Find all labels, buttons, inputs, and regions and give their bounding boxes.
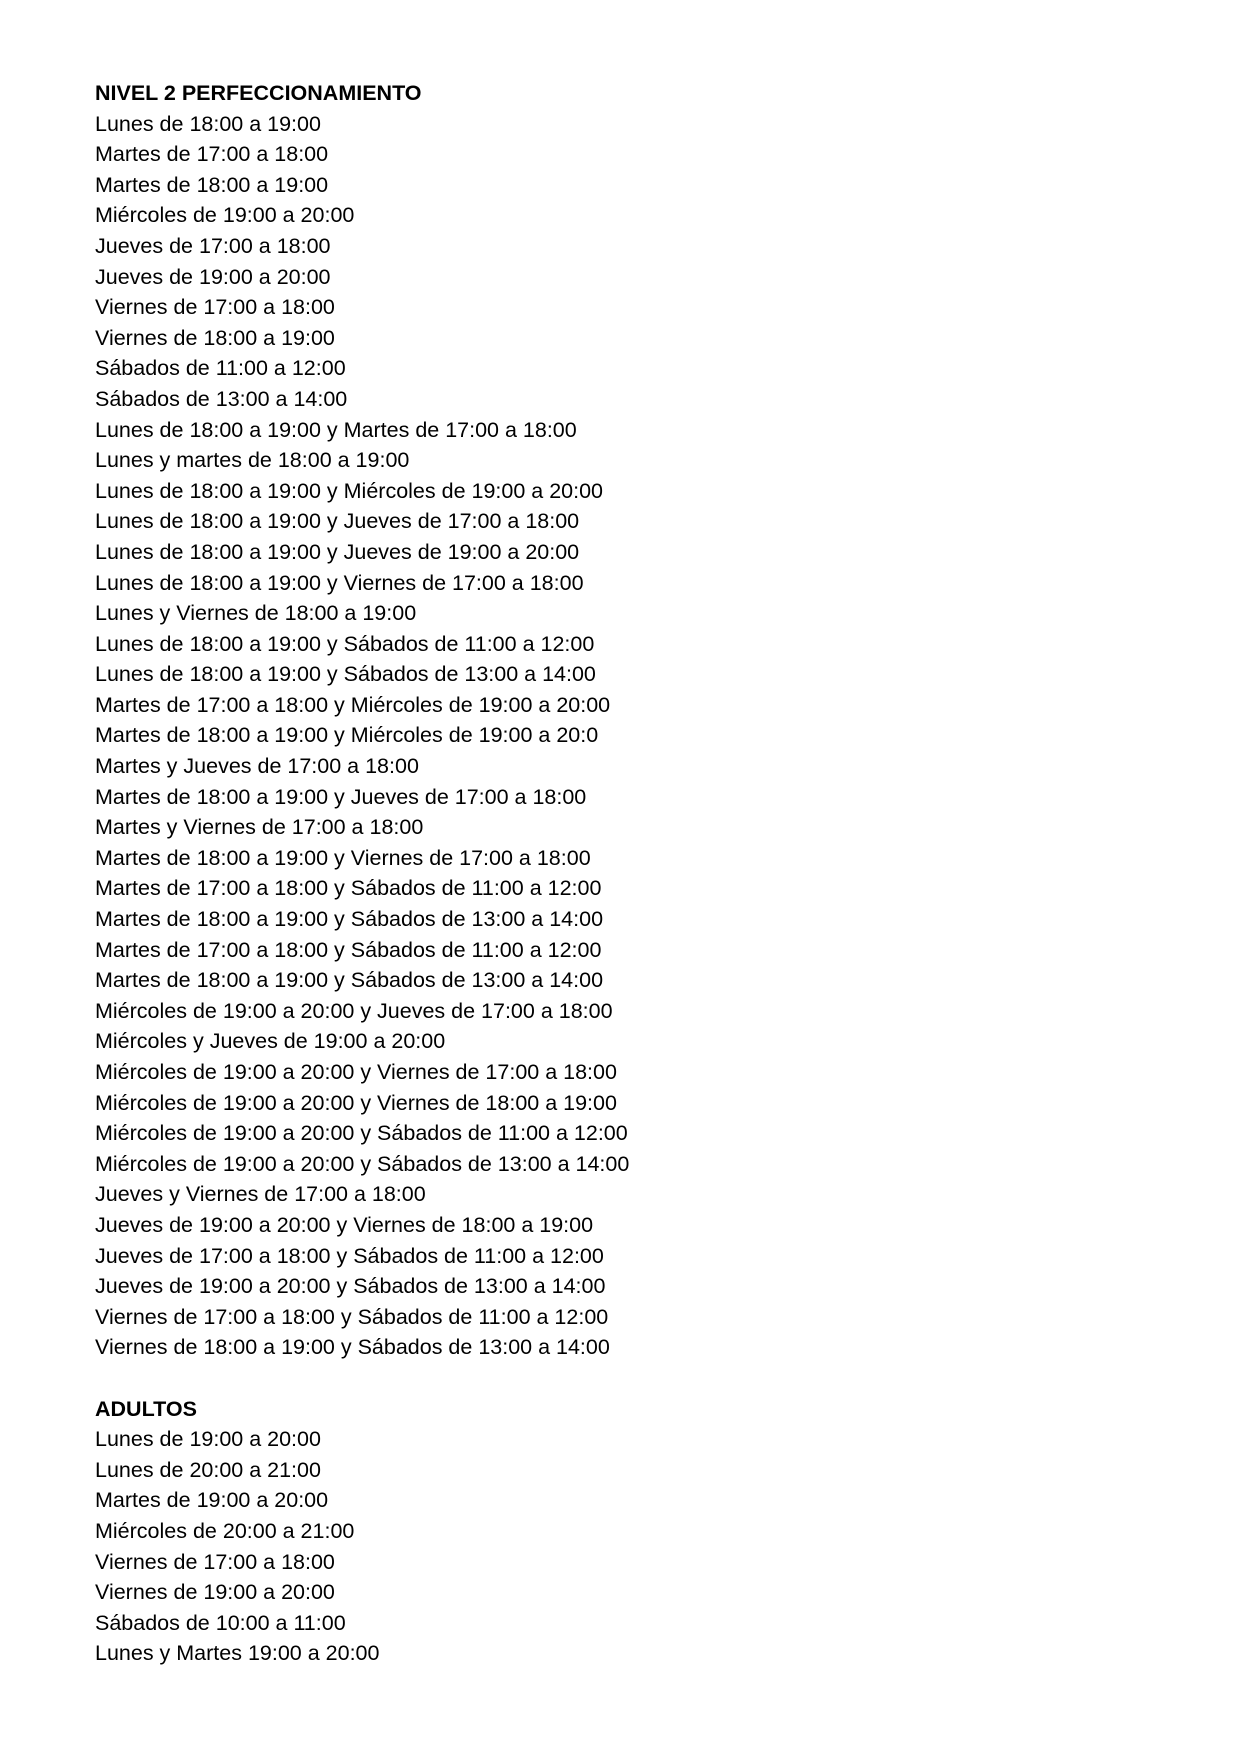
schedule-line: Martes de 18:00 a 19:00 y Sábados de 13:00 a 14:00: [95, 968, 604, 993]
schedule-line: Martes de 17:00 a 18:00 y Sábados de 11:00 a 12:00: [95, 937, 602, 962]
schedule-line: Jueves de 19:00 a 20:00: [95, 264, 331, 289]
schedule-line: Jueves de 17:00 a 18:00 y Sábados de 11:00 a 12:00: [95, 1243, 604, 1268]
schedule-line: Sábados de 13:00 a 14:00: [95, 386, 348, 411]
schedule-line: Miércoles de 20:00 a 21:00: [95, 1518, 355, 1543]
schedule-line: Miércoles de 19:00 a 20:00 y Viernes de 18:00 a 19:00: [95, 1090, 617, 1115]
schedule-line: Miércoles de 19:00 a 20:00: [95, 203, 355, 228]
schedule-line: Lunes y Martes 19:00 a 20:00: [95, 1641, 380, 1666]
schedule-line: Lunes de 20:00 a 21:00: [95, 1457, 321, 1482]
schedule-line: Lunes de 19:00 a 20:00: [95, 1427, 321, 1452]
schedule-line: Viernes de 18:00 a 19:00: [95, 325, 335, 350]
schedule-line: Miércoles de 19:00 a 20:00 y Sábados de 11:00 a 12:00: [95, 1121, 628, 1146]
schedule-line: Miércoles de 19:00 a 20:00 y Sábados de 13:00 a 14:00: [95, 1151, 630, 1176]
schedule-line: Martes de 17:00 a 18:00: [95, 142, 329, 167]
schedule-line: Lunes de 18:00 a 19:00 y Sábados de 11:00 a 12:00: [95, 631, 595, 656]
schedule-line: Jueves y Viernes de 17:00 a 18:00: [95, 1182, 426, 1207]
document-page: [95, 78, 1145, 1669]
schedule-line: Lunes y martes de 18:00 a 19:00: [95, 448, 410, 473]
schedule-line: Lunes y Viernes de 18:00 a 19:00: [95, 601, 417, 626]
schedule-line: Martes de 18:00 a 19:00: [95, 172, 329, 197]
schedule-line: Martes de 17:00 a 18:00 y Miércoles de 19:00 a 20:00: [95, 692, 611, 717]
schedule-line: Jueves de 19:00 a 20:00 y Viernes de 18:00 a 19:00: [95, 1212, 594, 1237]
schedule-line: Lunes de 18:00 a 19:00 y Viernes de 17:00 a 18:00: [95, 570, 584, 595]
schedule-line: Martes de 17:00 a 18:00 y Sábados de 11:00 a 12:00: [95, 876, 602, 901]
schedule-section: [95, 1394, 1145, 1669]
schedule-line: Viernes de 17:00 a 18:00: [95, 1549, 335, 1574]
schedule-line: Lunes de 18:00 a 19:00 y Miércoles de 19:00 a 20:00: [95, 478, 604, 503]
schedule-line: Sábados de 11:00 a 12:00: [95, 356, 346, 381]
schedule-line: Lunes de 18:00 a 19:00: [95, 111, 321, 136]
schedule-line: Martes y Viernes de 17:00 a 18:00: [95, 815, 424, 840]
schedule-line: Viernes de 17:00 a 18:00 y Sábados de 11:00 a 12:00: [95, 1304, 609, 1329]
schedule-line: Martes de 18:00 a 19:00 y Viernes de 17:00 a 18:00: [95, 845, 591, 870]
schedule-line: Martes de 18:00 a 19:00 y Miércoles de 19:00 a 20:0: [95, 723, 599, 748]
schedule-line: Viernes de 19:00 a 20:00: [95, 1580, 335, 1605]
schedule-line: Martes y Jueves de 17:00 a 18:00: [95, 754, 419, 779]
schedule-line: Lunes de 18:00 a 19:00 y Jueves de 19:00 a 20:00: [95, 539, 580, 564]
schedule-line: Jueves de 19:00 a 20:00 y Sábados de 13:00 a 14:00: [95, 1274, 606, 1299]
schedule-line: Martes de 18:00 a 19:00 y Jueves de 17:00 a 18:00: [95, 784, 587, 809]
schedule-line: Lunes de 18:00 a 19:00 y Sábados de 13:00 a 14:00: [95, 662, 596, 687]
schedule-section: [95, 78, 1145, 1363]
schedule-line: Viernes de 17:00 a 18:00: [95, 295, 335, 320]
schedule-line: Lunes de 18:00 a 19:00 y Jueves de 17:00 a 18:00: [95, 509, 580, 534]
schedule-line: Miércoles de 19:00 a 20:00 y Viernes de 17:00 a 18:00: [95, 1060, 617, 1084]
schedule-line: Miércoles de 19:00 a 20:00 y Jueves de 17:00 a 18:00: [95, 998, 613, 1023]
schedule-line: Martes de 18:00 a 19:00 y Sábados de 13:00 a 14:00: [95, 907, 604, 932]
schedule-line: Sábados de 10:00 a 11:00: [95, 1610, 346, 1635]
section-title: ADULTOS: [95, 1396, 197, 1421]
schedule-line: Jueves de 17:00 a 18:00: [95, 233, 331, 258]
section-title: NIVEL 2 PERFECCIONAMIENTO: [95, 81, 422, 105]
schedule-line: Lunes de 18:00 a 19:00 y Martes de 17:00 a 18:00: [95, 417, 577, 442]
schedule-line: Martes de 19:00 a 20:00: [95, 1488, 329, 1513]
schedule-line: Viernes de 18:00 a 19:00 y Sábados de 13:00 a 14:00: [95, 1335, 610, 1360]
schedule-line: Miércoles y Jueves de 19:00 a 20:00: [95, 1029, 446, 1054]
